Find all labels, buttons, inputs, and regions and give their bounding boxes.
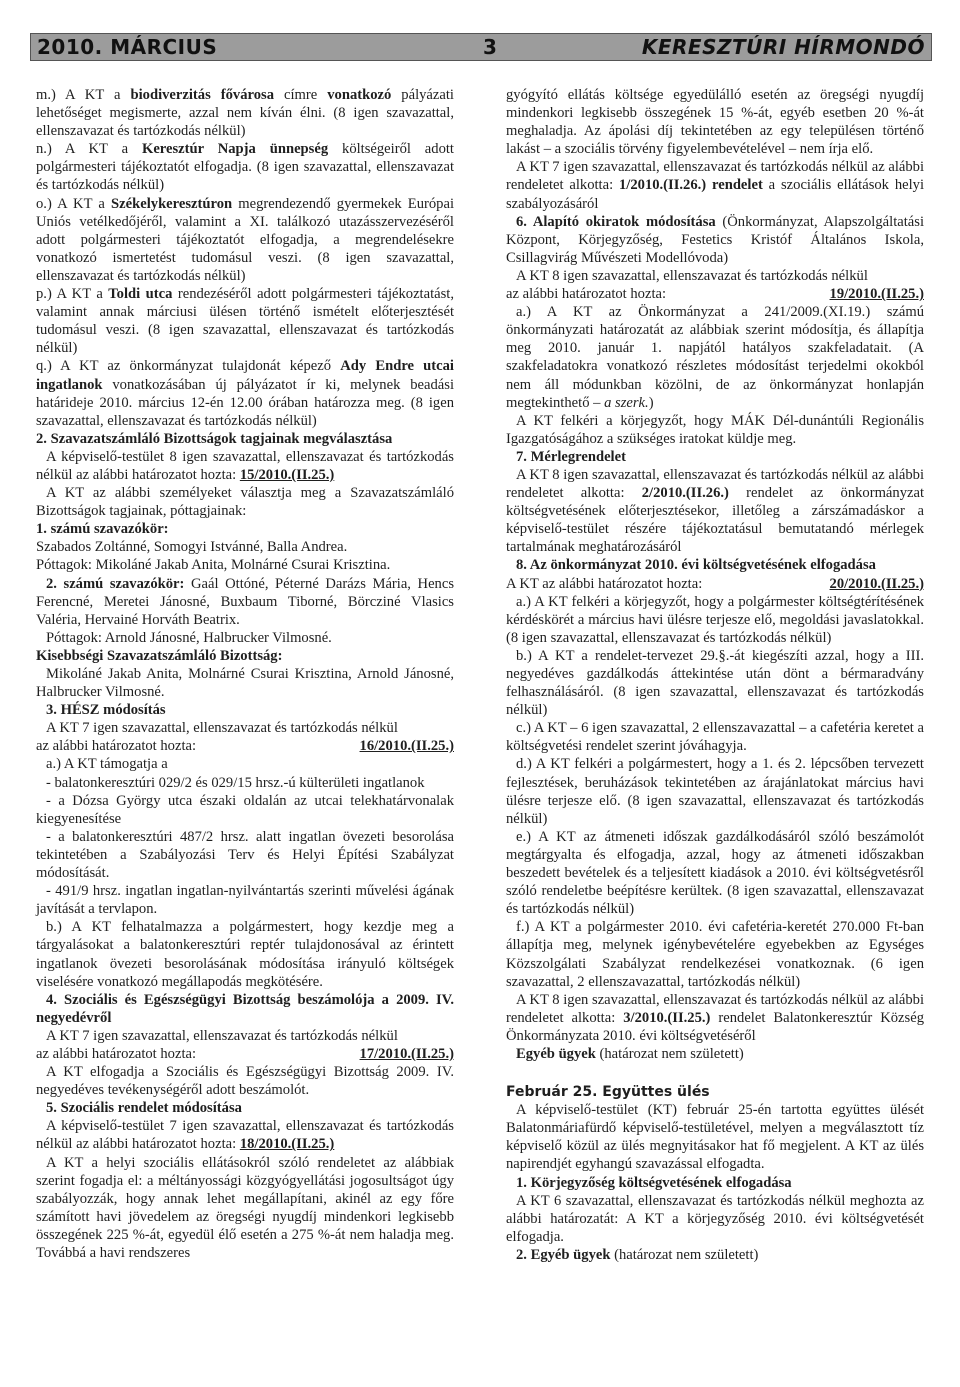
page-number: 3 <box>483 35 498 59</box>
section-6: 6. Alapító okiratok módosítása (Önkormányzat, Alapszolgáltatási Központ, Körjegyzőség, Festetics Kristóf Általános Iskola, Csillagvirág Művészeti Modellóvoda) <box>506 213 924 266</box>
page-header <box>30 33 932 61</box>
section-5-title: 5. Szociális rendelet módosítása <box>46 1100 242 1117</box>
section-3-b: b.) A KT felhatalmazza a polgármestert, hogy kezdje meg a tárgyalásokat a balatonkeresztúri reptér tulajdonosával az érintett ingatlanok övezeti besorolásának módosítása irányuló költségek viselésére vonatkozó megállapodás megkötésére. <box>36 919 454 990</box>
item-q: q.) A KT az önkormányzat tulajdonát képező Ady Endre utcai ingatlanok vonatkozásában új pályázatot ír ki, melynek beadási határideje 2010. március 12-én 12.00 órában határozza meg. (8 igen szavazattal, ellenszavazat és tartózkodás nélkül) <box>36 358 454 429</box>
newspaper-title: KERESZTÚRI HÍRMONDÓ <box>641 35 925 59</box>
section-8-decree: A KT 8 igen szavazattal, ellenszavazat és tartózkodás nélkül az alábbi rendeletet alkotta: 3/2010.(II.25.) rendelet Balatonkeresztúr Község Önkormányzata 2010. évi költségvetéséről <box>506 991 924 1044</box>
section-8-f: f.) A KT a polgármester 2010. évi cafetéria-keretét 270.000 Ft-ban állapítja meg, melynek igénybevételére egyebekben az Egységes Közszolgálati Szabályzat rendelkezései vonatkoznak. (6 igen szavazattal, 2 ellenszavazattal, tartózkodás nélkül) <box>506 919 924 990</box>
district-2-members: 2. számú szavazókör: Gaál Ottóné, Péterné Darázs Mária, Hencs Ferencné, Meretei Jánosné, Buxbaum Tiborné, Börcziné Vlasics Valéria, Hervainé Horváth Beatrix. <box>36 575 455 628</box>
item-n: n.) A KT a Keresztúr Napja ünnepség költségeiről adott polgármesteri tájékoztatót elfogadja. (8 igen szavazattal, ellenszavazat és tartózkodás nélkül) <box>36 141 454 194</box>
district-1-title: 1. számú szavazókör: <box>36 521 169 538</box>
section-2-title: 2. Szavazatszámláló Bizottságok tagjainak megválasztása <box>36 430 393 447</box>
section-8-a: a.) A KT felkéri a körjegyzőt, hogy a polgármester költségtérítésének kérdéskörét a március havi ülésre terjesze elő, megoldási javaslatokkal. (8 igen szavazattal, ellenszavazat és tartózkodás nélkül) <box>506 593 924 646</box>
section-8-e: e.) A KT az átmeneti időszak gazdálkodásáról szóló beszámolót megtárgyalta és elfogadja, azzal, hogy az átmeneti időszakban beszedett bevételek és a teljesített kiadások a 2010. évi költségvetésről szóló rendeletbe beépítésre kerültek. (8 igen szavazattal, ellenszavazat és tartózkodás nélkül) <box>506 828 924 918</box>
header-date: 2010. MÁRCIUS <box>37 35 218 59</box>
section-4-resolution: az alábbi határozatot hozta: 17/2010.(II.25.) <box>36 1045 454 1062</box>
district-2-substitutes: Póttagok: Arnold Jánosné, Halbrucker Vilmosné. <box>46 629 332 646</box>
district-1-members: Szabados Zoltánné, Somogyi Istvánné, Balla Andrea. <box>36 539 348 556</box>
joint-session-intro: A képviselő-testület (KT) február 25-én tartotta együttes ülését Balatonmáriafürdő képviselő-testületével, melyen a megválasztott tíz képviselő közül az ülés megnyitásakor hat fő megjelent. A KT az ülés napirendjét egyhangú szavazással elfogadta. <box>506 1102 924 1173</box>
section-6-b: A KT felkéri a körjegyzőt, hogy MÁK Dél-dunántúli Regionális Igazgatóságához a szükséges iratokat küldje meg. <box>506 412 924 447</box>
item-p: p.) A KT a Toldi utca rendezéséről adott polgármesteri tájékoztatást, valamint annak márciusi ülésen történő ismételt előterjesztését tudomásul veszi. (8 igen szavazattal, ellenszavazat és tartózkodás nélkül) <box>36 286 454 357</box>
minority-committee-members: Mikoláné Jakab Anita, Molnárné Csurai Krisztina, Arnold Jánosné, Halbrucker Vilmosné. <box>36 666 454 701</box>
section-5-text: A KT a helyi szociális ellátásokról szóló rendeletet az alábbiak szerint fogadja el: a méltányossági közgyógyellátási jogosultságot úgy szabályozzák, hogy annak lehet megállapítani, akinél az egy főre számított havi jövedelem az öregségi nyugdíj mindenkori legkisebb összegének 225 %-át, egyedül élő esetén a 275 %-át nem haladja meg. Továbbá a havi rendszeres <box>36 1154 454 1261</box>
item-o: o.) A KT a Székelykeresztúron megrendezendő gyermekek Európai Uniós vetélkedőjéről, valamint a XI. találkozó utazásszervezéséről adott polgármesteri tájékoztatót elfogadja, a megrendelésekre vonatkozó ismertetést tudomásul veszi. (8 igen szavazattal, ellenszavazat és tartózkodás nélkül) <box>36 195 454 284</box>
minority-committee-title: Kisebbségi Szavazatszámláló Bizottság: <box>36 647 283 664</box>
section-3-title: 3. HÉSZ módosítás <box>46 702 166 719</box>
section-8-resolution: A KT az alábbi határozatot hozta: 20/2010.(II.25.) <box>506 575 924 592</box>
section-2-resolution: A képviselő-testület 8 igen szavazattal, ellenszavazat és tartózkodás nélkül az alábbi határozatot hozta: 15/2010.(II.25.) <box>36 448 454 483</box>
joint-item-1-title: 1. Körjegyzőség költségvetésének elfogadása <box>516 1174 792 1191</box>
joint-item-1-text: A KT 6 szavazattal, ellenszavazat és tartózkodás nélkül meghozta az alábbi határozatát: A KT a körjegyzőség 2010. évi költségvetését elfogadja. <box>506 1192 924 1245</box>
item-m: m.) A KT a biodiverzitás fővárosa címre vonatkozó pályázati lehetőséget megismerte, azzal nem kíván élni. (8 igen szavazattal, ellenszavazat és tartózkodás nélkül) <box>36 87 454 140</box>
other-matters: Egyéb ügyek (határozat nem született) <box>516 1045 744 1062</box>
section-6-resolution: az alábbi határozatot hozta: 19/2010.(II.25.) <box>506 286 924 303</box>
section-4-text: A KT elfogadja a Szociális és Egészségügyi Bizottság 2009. IV. negyedéves tevékenységéről adott beszámolót. <box>36 1064 454 1099</box>
section-5-resolution: A képviselő-testület 7 igen szavazattal, ellenszavazat és tartózkodás nélkül az alábbi határozatot hozta: 18/2010.(II.25.) <box>36 1118 454 1153</box>
section-3-resolution: az alábbi határozatot hozta: 16/2010.(II.25.) <box>36 738 454 755</box>
section-6-a: a.) A KT az Önkormányzat a 241/2009.(XI.19.) számú önkormányzati határozatát az alábbiak szerint módosítja, és állapítja meg 2010. január 1. napjától hatályos szakfeladatait. (A szakfeladatokra vonatkozó részletes módosítást terjedelmi okokból nem áll módunkban közölni, de az önkormányzat honlapján megtekinthető – a szerk.) <box>506 304 924 411</box>
social-continued: gyógyító ellátás költsége egyedülálló esetén az öregségi nyugdíj mindenkori legkisebb összegének 15 %-át, egyéb esetben 20 %-át meghaladja. Az ápolási díj tekintetében az egy településen történő lakást – a szociális törvény figyelembevételével – nem írja elő. <box>506 87 924 158</box>
section-3-item-4: - 491/9 hrsz. ingatlan ingatlan-nyilvántartás szerinti művelési ágának javítását a tervlapon. <box>36 883 454 918</box>
section-3-item-2: - a Dózsa György utca északi oldalán az utcai telekhatárvonalak kiegyenesítése <box>36 792 454 827</box>
section-8-title: 8. Az önkormányzat 2010. évi költségvetésének elfogadása <box>516 557 876 574</box>
section-3-a: a.) A KT támogatja a <box>46 756 168 773</box>
left-column <box>36 86 454 1262</box>
section-8-d: d.) A KT felkéri a polgármestert, hogy a 1. és 2. lépcsőben tervezett fejlesztések, beruházások tekintetében az árajánlatokat március havi ülésre terjesze elő. (8 igen szavazattal, ellenszavazat és tartózkodás nélkül) <box>506 756 924 827</box>
joint-session-title: Február 25. Együttes ülés <box>506 1084 710 1101</box>
section-7-title: 7. Mérlegrendelet <box>516 448 626 465</box>
section-6-vote: A KT 8 igen szavazattal, ellenszavazat és tartózkodás nélkül <box>516 267 868 284</box>
section-3-item-1: - balatonkeresztúri 029/2 és 029/15 hrsz.-ú külterületi ingatlanok <box>46 774 425 791</box>
social-decree: A KT 7 igen szavazattal, ellenszavazat és tartózkodás nélkül az alábbi rendeletet alkotta: 1/2010.(II.26.) rendelet a szociális ellátások helyi szabályozásáról <box>506 159 924 212</box>
section-8-c: c.) A KT – 6 igen szavazattal, 2 ellenszavazattal – a cafetéria keretet a költségvetési rendelet szerint jóváhagyja. <box>506 720 924 755</box>
section-4-title: 4. Szociális és Egészségügyi Bizottság beszámolója a 2009. IV. negyedévről <box>36 991 454 1026</box>
section-8-b: b.) A KT a rendelet-tervezet 29.§.-át kiegészíti azzal, hogy a III. negyedéves gazdálkodás áttekintése után dönt a bérmaradvány felhasználásáról. (8 igen szavazattal, ellenszavazat és tartózkodás nélkül) <box>506 647 924 719</box>
section-2-text: A KT az alábbi személyeket választja meg a Szavazatszámláló Bizottságok tagjainak, póttagjainak: <box>36 485 454 520</box>
district-1-substitutes: Póttagok: Mikoláné Jakab Anita, Molnárné Csurai Krisztina. <box>36 557 391 574</box>
section-3-vote: A KT 7 igen szavazattal, ellenszavazat és tartózkodás nélkül <box>46 720 398 737</box>
section-4-vote: A KT 7 igen szavazattal, ellenszavazat és tartózkodás nélkül <box>46 1027 398 1044</box>
section-3-item-3: - a balatonkeresztúri 487/2 hrsz. alatt ingatlan övezeti besorolása tekintetében a Szabályozási Terv és Helyi Építési Szabályzat módosítását. <box>36 828 454 882</box>
section-7-decree: A KT 8 igen szavazattal, ellenszavazat és tartózkodás nélkül az alábbi rendeletet alkotta: 2/2010.(II.26.) rendelet az önkormányzat költségvetésének előterjesztésekor, illetőleg a zárszámadáskor a képviselő-testület részére tájékoztatásul bemutatandó mérlegek tartalmának meghatározásáról <box>506 466 925 556</box>
right-column <box>506 86 924 1264</box>
joint-item-2: 2. Egyéb ügyek (határozat nem született) <box>516 1246 759 1263</box>
